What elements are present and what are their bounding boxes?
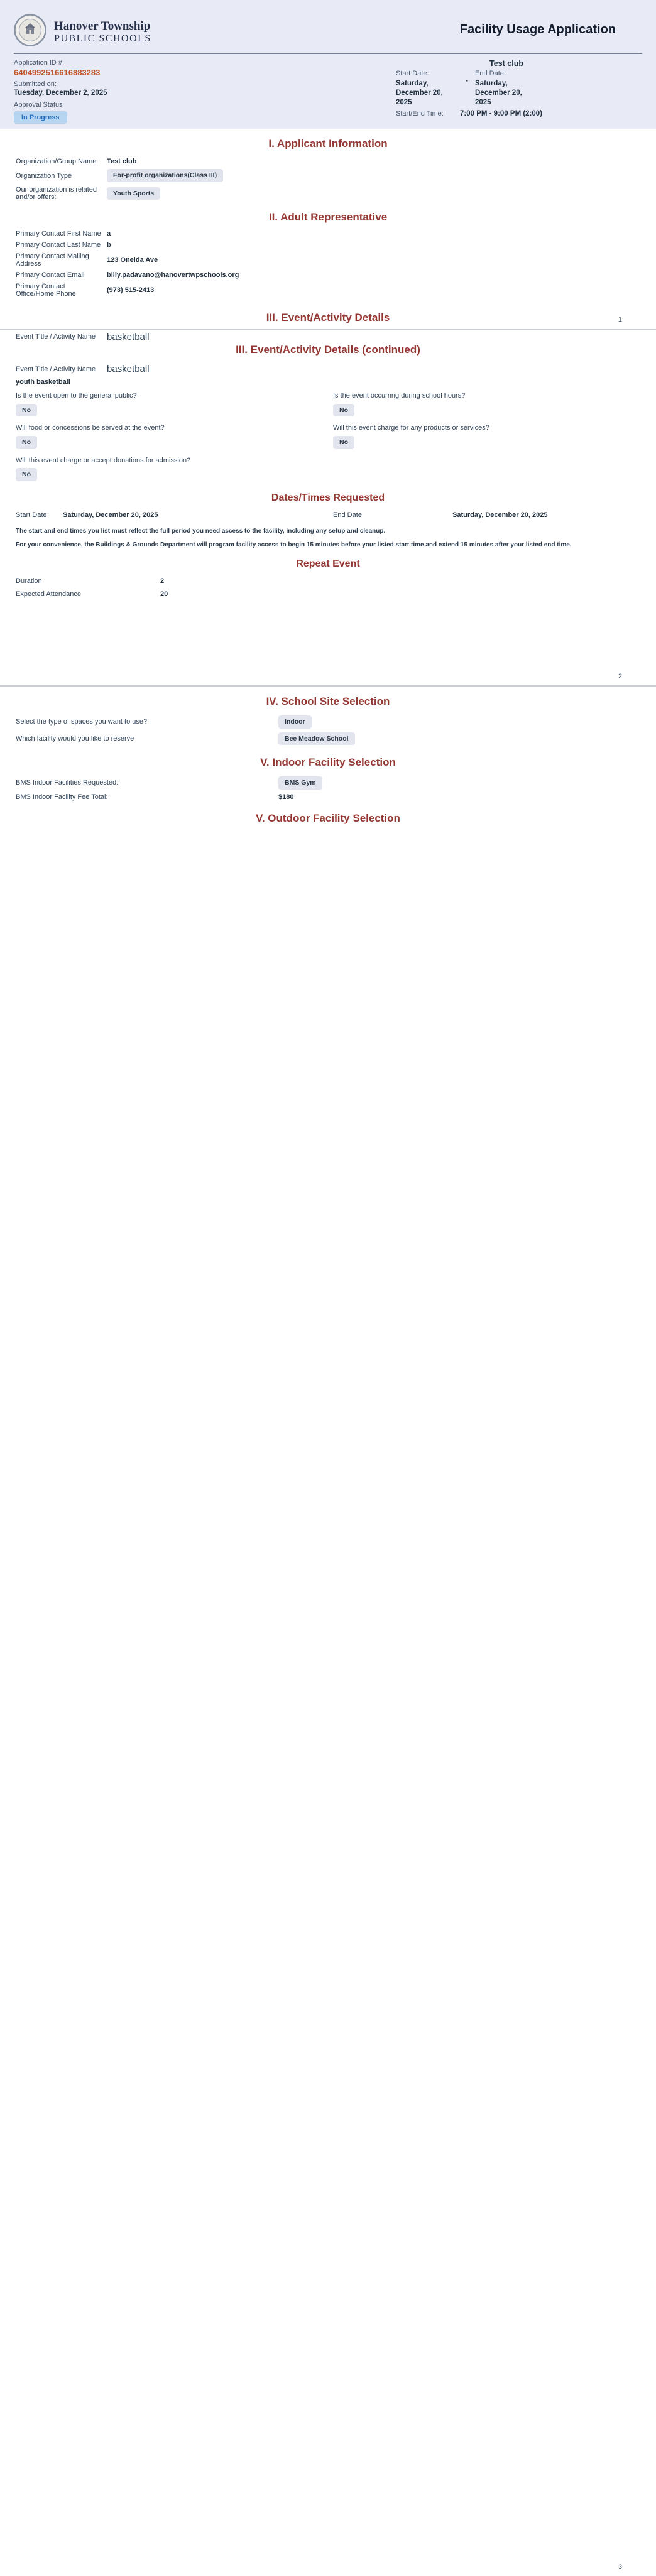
field-value: b [107,241,111,249]
section-title-dates-times: Dates/Times Requested [271,492,385,503]
field-row [16,332,640,342]
event-title-label: Event Title / Activity Name [16,365,96,373]
question-label: Is the event open to the general public? [16,392,137,399]
start-date-value: Saturday, December 20, 2025 [396,80,443,107]
event-subtitle: youth basketball [16,378,70,386]
submitted-label: Submitted on: [14,80,57,89]
start-date-value: Saturday, December 20, 2025 [63,511,158,519]
field-row [16,793,640,801]
time-label: Start/End Time: [396,110,444,117]
page-2 [0,344,656,685]
space-type-badge: Indoor [278,715,312,729]
end-date-block [475,70,538,107]
field-row [16,577,640,585]
question-label: Will this event charge for any products or services? [333,424,489,432]
end-date-value: Saturday, December 20, 2025 [475,80,522,107]
document-title: Facility Usage Application [459,23,616,36]
answer-badge: No [16,468,37,481]
question-item [16,392,333,416]
end-date-label: End Date [333,511,362,519]
field-row [16,732,640,746]
document-header [0,0,656,129]
event-summary [396,59,642,124]
answer-badge: No [16,404,37,417]
field-value: a [107,229,111,237]
field-row [16,230,640,237]
time-block [396,110,637,119]
dates-note-1: The start and end times you list must reflect the full period you need access to the facility, including any setup and cleanup. [16,527,386,535]
page-number: 3 [618,2563,622,2571]
space-type-label: Select the type of spaces you want to use? [16,718,148,726]
question-item [16,424,333,448]
start-date-block [396,70,459,107]
attendance-label: Expected Attendance [16,590,81,598]
field-row [16,186,640,201]
field-label: Primary Contact Email [16,271,85,279]
time-value: 7:00 PM - 9:00 PM (2:00) [460,110,543,117]
start-date-label: Start Date [16,511,47,519]
question-label: Is the event occurring during school hours? [333,392,466,399]
section-title-event-details-continued: III. Event/Activity Details (continued) [236,344,420,356]
end-date-label: End Date: [475,70,506,77]
dates-row [16,511,640,519]
field-row [16,253,640,268]
field-row [16,283,640,298]
facility-label: Which facility would you like to reserve [16,734,134,742]
field-row [16,241,640,249]
header-divider [14,53,642,54]
question-grid [16,392,640,481]
offers-badge: Youth Sports [107,187,160,200]
offers-label: Our organization is related and/or offers: [16,185,97,201]
org-type-label: Organization Type [16,171,72,180]
event-title-value: basketball [107,364,150,374]
field-label: Primary Contact Mailing Address [16,252,89,268]
section-title-indoor-selection: V. Indoor Facility Selection [260,756,396,768]
field-row [16,271,640,279]
field-value: (973) 515-2413 [107,286,155,294]
question-label: Will food or concessions be served at the event? [16,424,165,432]
field-row [16,590,640,598]
duration-value: 2 [160,577,165,585]
attendance-value: 20 [160,590,168,598]
field-label: Primary Contact First Name [16,229,101,237]
school-seal-icon [14,14,46,50]
field-row [16,715,640,729]
application-meta [14,59,107,124]
org-name-value: Test club [107,158,137,166]
answer-badge: No [333,436,354,449]
field-label: Primary Contact Last Name [16,241,101,249]
org-name-label: Organization/Group Name [16,158,97,166]
duration-label: Duration [16,577,42,585]
end-date-value: Saturday, December 20, 2025 [452,511,548,519]
field-label: Primary Contact Office/Home Phone [16,282,76,298]
application-summary [14,59,642,124]
start-date-label: Start Date: [396,70,429,77]
brand-name [54,19,151,44]
question-item [333,392,640,416]
date-range-separator: - [466,77,468,85]
page-number: 1 [618,316,622,323]
section-title-applicant: I. Applicant Information [268,138,388,150]
field-row [16,364,640,374]
field-value: 123 Oneida Ave [107,256,158,264]
section-title-outdoor-selection: V. Outdoor Facility Selection [256,812,400,824]
page-separator [0,685,656,687]
section-title-site-selection: IV. School Site Selection [266,695,390,707]
event-title-value: basketball [107,331,150,342]
field-row [16,158,640,165]
field-row [16,169,640,182]
indoor-fee-label: BMS Indoor Facility Fee Total: [16,793,108,801]
section-title-repeat-event: Repeat Event [296,558,360,569]
indoor-fee-value: $180 [278,793,294,801]
answer-badge: No [16,436,37,449]
answer-badge: No [333,404,354,417]
section-title-representative: II. Adult Representative [268,210,388,223]
field-row [16,776,640,790]
group-name: Test club [489,59,523,68]
brand [14,14,151,50]
field-value: billy.padavano@hanovertwpschools.org [107,271,239,279]
indoor-facilities-badge: BMS Gym [278,776,322,790]
question-label: Will this event charge or accept donations for admission? [16,456,191,464]
brand-line1: Hanover Township [54,19,151,33]
question-item [333,424,640,448]
page-number: 2 [618,673,622,680]
event-title-label: Event Title / Activity Name [16,333,96,341]
dates-note-2: For your convenience, the Buildings & Grounds Department will program facility access to begin 15 minutes before your listed start time and extend 15 minutes after your listed end time. [16,541,572,548]
page-3 [0,695,656,2576]
facility-badge: Bee Meadow School [278,732,355,746]
application-id-label: Application ID #: [14,59,65,67]
page-1 [0,0,656,342]
section-title-event-details: III. Event/Activity Details [266,311,390,323]
application-id-value: 6404992516616883283 [14,68,101,78]
question-item [16,457,333,481]
brand-line2: PUBLIC SCHOOLS [54,33,151,44]
indoor-facilities-label: BMS Indoor Facilities Requested: [16,779,119,787]
approval-status-label: Approval Status [14,101,63,109]
submitted-value: Tuesday, December 2, 2025 [14,89,107,97]
status-badge: In Progress [14,111,67,124]
org-type-badge: For-profit organizations(Class III) [107,169,223,182]
